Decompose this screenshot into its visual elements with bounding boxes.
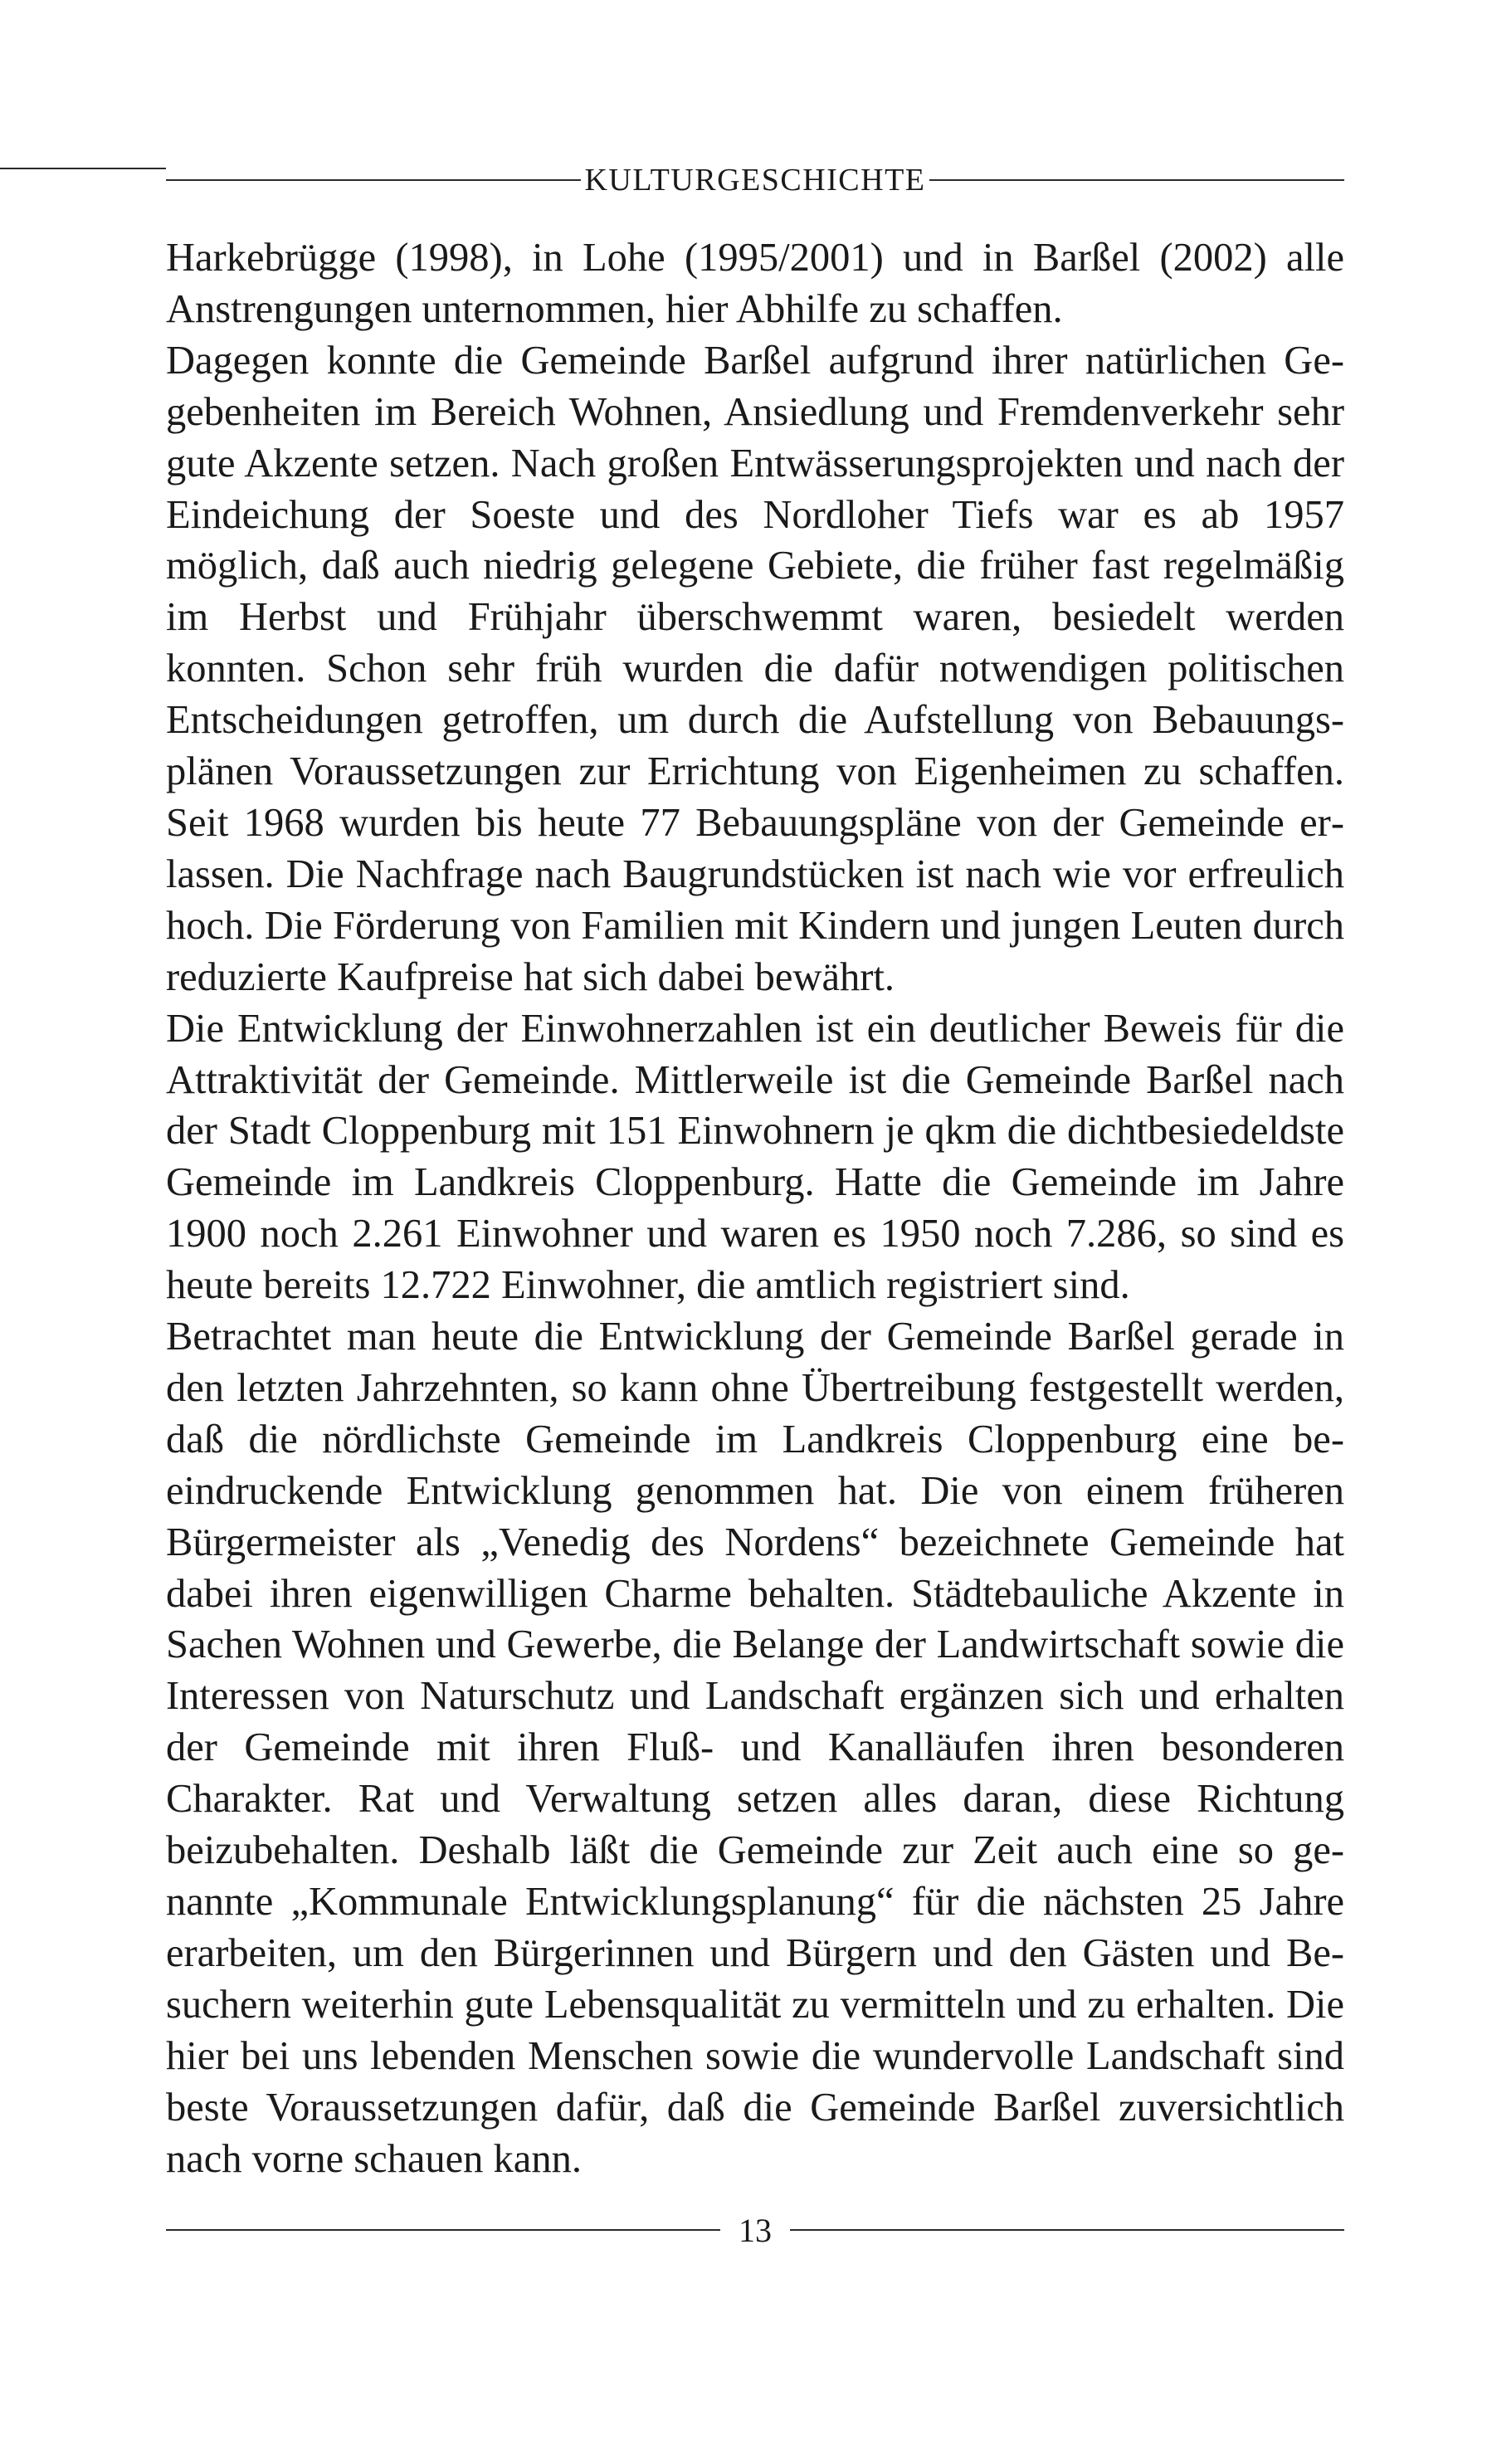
paragraph-4: Betrachtet man heute die Entwicklung der Gemeinde Barßel gerade in den letzten Jahrzehnten, so kann ohne Übertreibung festgestellt werden, daß die nördlichste Gemeinde im Landkreis Cloppenburg eine beeindruckende Entwicklung genommen hat. Die von einem früheren Bürgermeister als „Venedig des Nordens“ bezeichnete Gemeinde hat dabei ihren eigenwilligen Charme behalten. Städtebauliche Akzente in Sachen Wohnen und Gewerbe, die Belange der Landwirtschaft sowie die Interessen von Naturschutz und Landschaft ergänzen sich und erhalten der Gemeinde mit ihren Fluß- und Kanalläufen ihren besonderen Charakter. Rat und Verwaltung setzen alles daran, diese Richtung beizubehalten. Deshalb läßt die Gemeinde zur Zeit auch eine so genannte „Kommunale Entwicklungsplanung“ für die nächsten 25 Jahre erarbeiten, um den Bürgerinnen und Bürgern und den Gästen und Besuchern weiterhin gute Lebensqualität zu vermitteln und zu erhalten. Die hier bei uns lebenden Menschen sowie die wundervolle Landschaft sind beste Voraussetzungen dafür, daß die Gemeinde Barßel zuversichtlich nach vorne schauen kann. [166, 1315, 1344, 2181]
paragraph-2: Dagegen konnte die Gemeinde Barßel aufgrund ihrer natürlichen Gegebenheiten im Bereich Wohnen, Ansiedlung und Fremdenverkehr sehr gute Akzente setzen. Nach großen Entwässerungsprojekten und nach der Eindeichung der Soeste und des Nordloher Tiefs war es ab 1957 möglich, daß auch niedrig gelegene Gebiete, die früher fast regelmäßig im Herbst und Frühjahr überschwemmt waren, besiedelt werden konnten. Schon sehr früh wurden die dafür notwendigen politischen Entscheidungen getroffen, um durch die Aufstellung von Bebauungsplänen Voraussetzungen zur Errichtung von Eigenheimen zu schaffen. Seit 1968 wurden bis heute 77 Bebauungspläne von der Gemeinde erlassen. Die Nachfrage nach Baugrundstücken ist nach wie vor erfreulich hoch. Die Förderung von Familien mit Kindern und jungen Leuten durch reduzierte Kaufpreise hat sich dabei bewährt. [166, 338, 1344, 999]
header-left-edge-rule [0, 168, 166, 169]
page-number: 13 [739, 2211, 772, 2249]
paragraph-3: Die Entwicklung der Einwohnerzahlen ist ein deutlicher Beweis für die Attraktivität der Gemeinde. Mittlerweile ist die Gemeinde Barßel nach der Stadt Cloppenburg mit 151 Einwohnern je qkm die dichtbesiedeldste Gemeinde im Landkreis Cloppenburg. Hatte die Gemeinde im Jahre 1900 noch 2.261 Einwohner und waren es 1950 noch 7.286, so sind es heute bereits 12.722 Einwohner, die amtlich registriert sind. [166, 1006, 1344, 1308]
running-header-title: KULTURGESCHICHTE [584, 163, 926, 198]
footer-rule-right [790, 2229, 1344, 2231]
page-footer [166, 2209, 1344, 2251]
header-rule-right [929, 179, 1344, 181]
footer-rule-left [166, 2229, 720, 2231]
running-header [166, 159, 1344, 201]
body-text [166, 232, 1344, 2184]
header-rule-left [166, 179, 581, 181]
paragraph-1: Harkebrügge (1998), in Lohe (1995/2001) und in Barßel (2002) alle Anstrengungen unternommen, hier Abhilfe zu schaffen. [166, 236, 1344, 331]
